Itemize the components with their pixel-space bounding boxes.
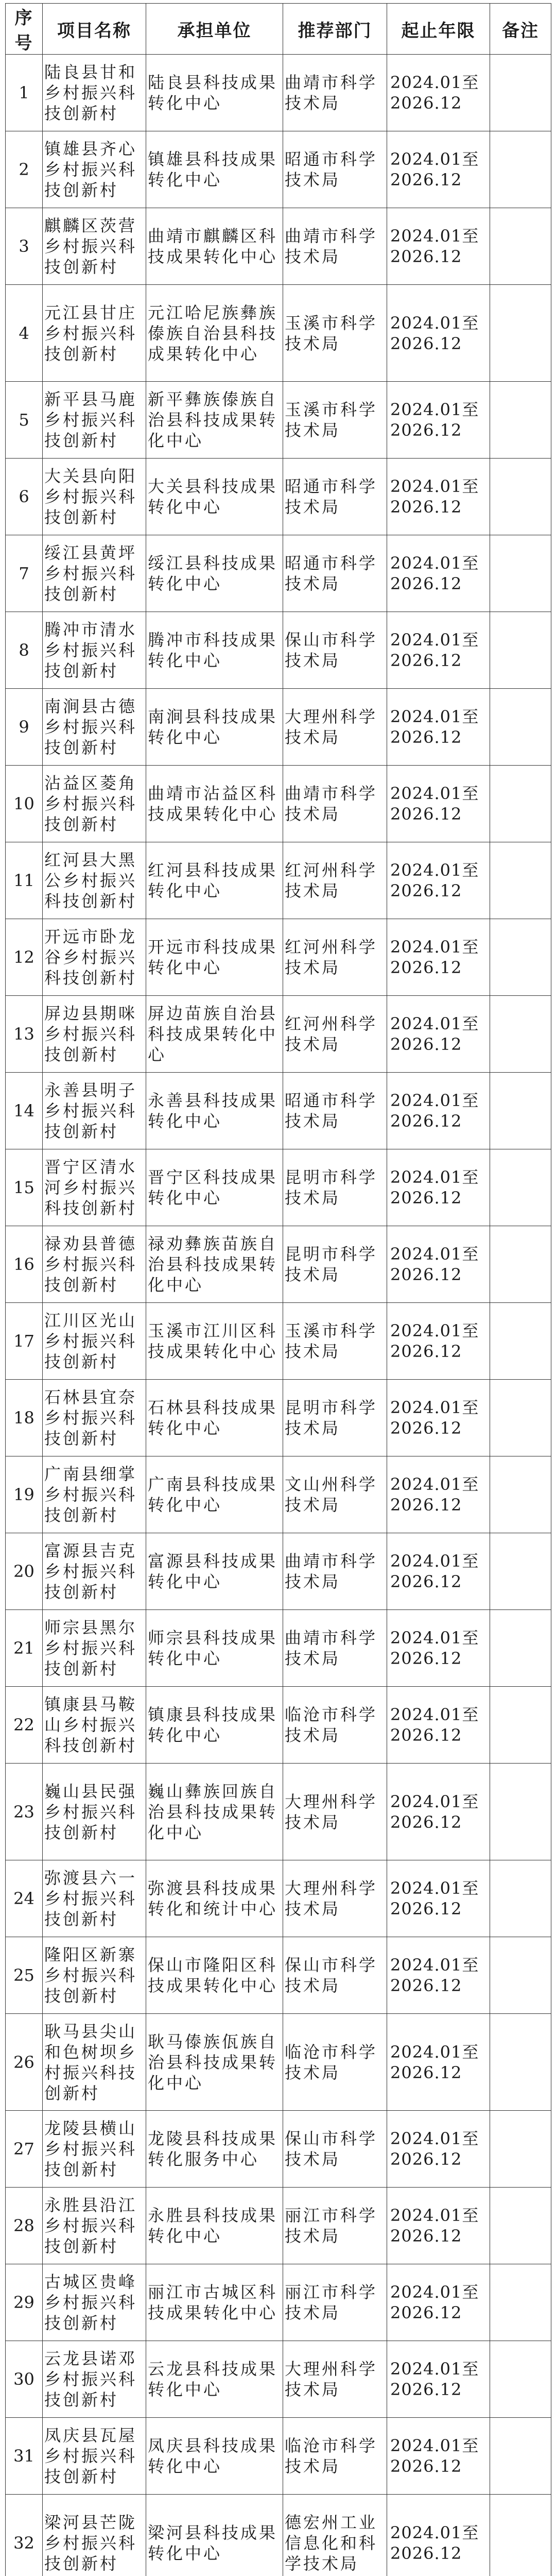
undertaking-unit-cell: 耿马傣族佤族自治县科技成果转化中心 — [146, 2014, 283, 2111]
remarks-cell — [490, 2341, 551, 2418]
index-cell: 31 — [6, 2418, 43, 2495]
period-cell: 2024.01至2026.12 — [387, 2111, 490, 2188]
recommending-dept-cell: 昆明市科学技术局 — [283, 1226, 387, 1303]
index-cell: 29 — [6, 2264, 43, 2341]
period-cell: 2024.01至2026.12 — [387, 1380, 490, 1456]
period-cell: 2024.01至2026.12 — [387, 1073, 490, 1149]
index-cell: 7 — [6, 535, 43, 612]
period-cell: 2024.01至2026.12 — [387, 842, 490, 919]
project-name-cell: 古城区贵峰乡村振兴科技创新村 — [43, 2264, 146, 2341]
index-cell: 19 — [6, 1456, 43, 1533]
project-name-cell: 巍山县民强乡村振兴科技创新村 — [43, 1764, 146, 1860]
undertaking-unit-cell: 丽江市古城区科技成果转化中心 — [146, 2264, 283, 2341]
project-name-cell: 耿马县尖山和色树坝乡村振兴科技创新村 — [43, 2014, 146, 2111]
project-name-cell: 富源县吉克乡村振兴科技创新村 — [43, 1533, 146, 1610]
table-row — [6, 1303, 551, 1380]
undertaking-unit-cell: 永胜县科技成果转化中心 — [146, 2188, 283, 2264]
recommending-dept-cell: 大理州科学技术局 — [283, 2341, 387, 2418]
table-row — [6, 55, 551, 131]
period-cell: 2024.01至2026.12 — [387, 766, 490, 842]
period-cell: 2024.01至2026.12 — [387, 2264, 490, 2341]
period-cell: 2024.01至2026.12 — [387, 1687, 490, 1764]
period-cell: 2024.01至2026.12 — [387, 1226, 490, 1303]
project-name-cell: 师宗县黑尔乡村振兴科技创新村 — [43, 1610, 146, 1687]
index-cell: 16 — [6, 1226, 43, 1303]
period-cell: 2024.01至2026.12 — [387, 382, 490, 459]
table-row — [6, 1073, 551, 1149]
recommending-dept-cell: 曲靖市科学技术局 — [283, 55, 387, 131]
index-cell: 27 — [6, 2111, 43, 2188]
table-row — [6, 2188, 551, 2264]
undertaking-unit-cell: 师宗县科技成果转化中心 — [146, 1610, 283, 1687]
index-cell: 5 — [6, 382, 43, 459]
table-row — [6, 1456, 551, 1533]
table-body — [6, 55, 551, 2576]
table-row — [6, 535, 551, 612]
period-cell: 2024.01至2026.12 — [387, 131, 490, 208]
recommending-dept-cell: 红河州科学技术局 — [283, 842, 387, 919]
remarks-cell — [490, 1533, 551, 1610]
undertaking-unit-cell: 腾冲市科技成果转化中心 — [146, 612, 283, 689]
project-name-cell: 晋宁区清水河乡村振兴科技创新村 — [43, 1149, 146, 1226]
undertaking-unit-cell: 保山市隆阳区科技成果转化中心 — [146, 1937, 283, 2014]
recommending-dept-cell: 保山市科学技术局 — [283, 2111, 387, 2188]
table-row — [6, 459, 551, 535]
undertaking-unit-cell: 陆良县科技成果转化中心 — [146, 55, 283, 131]
period-cell: 2024.01至2026.12 — [387, 1303, 490, 1380]
undertaking-unit-cell: 红河县科技成果转化中心 — [146, 842, 283, 919]
recommending-dept-cell: 红河州科学技术局 — [283, 919, 387, 996]
remarks-cell — [490, 2264, 551, 2341]
recommending-dept-cell: 丽江市科学技术局 — [283, 2188, 387, 2264]
index-cell: 23 — [6, 1764, 43, 1860]
remarks-cell — [490, 612, 551, 689]
recommending-dept-cell: 玉溪市科学技术局 — [283, 1303, 387, 1380]
period-cell: 2024.01至2026.12 — [387, 689, 490, 766]
period-cell: 2024.01至2026.12 — [387, 1149, 490, 1226]
project-name-cell: 新平县马鹿乡村振兴科技创新村 — [43, 382, 146, 459]
table-row — [6, 1860, 551, 1937]
period-cell: 2024.01至2026.12 — [387, 1456, 490, 1533]
table-row — [6, 766, 551, 842]
undertaking-unit-cell: 曲靖市麒麟区科技成果转化中心 — [146, 208, 283, 285]
period-cell: 2024.01至2026.12 — [387, 2495, 490, 2576]
index-cell: 12 — [6, 919, 43, 996]
project-name-cell: 石林县宜奈乡村振兴科技创新村 — [43, 1380, 146, 1456]
undertaking-unit-cell: 弥渡县科技成果转化和统计中心 — [146, 1860, 283, 1937]
period-cell: 2024.01至2026.12 — [387, 2418, 490, 2495]
undertaking-unit-cell: 开远市科技成果转化中心 — [146, 919, 283, 996]
project-name-cell: 大关县向阳乡村振兴科技创新村 — [43, 459, 146, 535]
index-cell: 8 — [6, 612, 43, 689]
index-cell: 20 — [6, 1533, 43, 1610]
recommending-dept-cell: 昭通市科学技术局 — [283, 535, 387, 612]
project-name-cell: 梁河县芒陇乡村振兴科技创新村 — [43, 2495, 146, 2576]
remarks-cell — [490, 919, 551, 996]
remarks-cell — [490, 1226, 551, 1303]
index-cell: 13 — [6, 996, 43, 1073]
project-name-cell: 绥江县黄坪乡村振兴科技创新村 — [43, 535, 146, 612]
undertaking-unit-cell: 巍山彝族回族自治县科技成果转化中心 — [146, 1764, 283, 1860]
table-row — [6, 689, 551, 766]
index-cell: 21 — [6, 1610, 43, 1687]
index-cell: 22 — [6, 1687, 43, 1764]
table-row — [6, 2495, 551, 2576]
project-name-cell: 红河县大黑公乡村振兴科技创新村 — [43, 842, 146, 919]
index-cell: 10 — [6, 766, 43, 842]
recommending-dept-cell: 曲靖市科学技术局 — [283, 208, 387, 285]
period-cell: 2024.01至2026.12 — [387, 1860, 490, 1937]
index-cell: 1 — [6, 55, 43, 131]
undertaking-unit-cell: 梁河县科技成果转化中心 — [146, 2495, 283, 2576]
recommending-dept-cell: 曲靖市科学技术局 — [283, 766, 387, 842]
project-name-cell: 永胜县沿江乡村振兴科技创新村 — [43, 2188, 146, 2264]
period-cell: 2024.01至2026.12 — [387, 1533, 490, 1610]
remarks-cell — [490, 1687, 551, 1764]
remarks-cell — [490, 55, 551, 131]
undertaking-unit-cell: 石林县科技成果转化中心 — [146, 1380, 283, 1456]
remarks-cell — [490, 842, 551, 919]
index-cell: 11 — [6, 842, 43, 919]
table-row — [6, 208, 551, 285]
index-cell: 4 — [6, 285, 43, 382]
project-name-cell: 弥渡县六一乡村振兴科技创新村 — [43, 1860, 146, 1937]
remarks-cell — [490, 1303, 551, 1380]
period-cell: 2024.01至2026.12 — [387, 1937, 490, 2014]
period-cell: 2024.01至2026.12 — [387, 208, 490, 285]
undertaking-unit-cell: 富源县科技成果转化中心 — [146, 1533, 283, 1610]
project-name-cell: 腾冲市清水乡村振兴科技创新村 — [43, 612, 146, 689]
undertaking-unit-cell: 云龙县科技成果转化中心 — [146, 2341, 283, 2418]
project-name-cell: 屏边县期咪乡村振兴科技创新村 — [43, 996, 146, 1073]
period-cell: 2024.01至2026.12 — [387, 1764, 490, 1860]
table-row — [6, 1610, 551, 1687]
index-cell: 32 — [6, 2495, 43, 2576]
period-cell: 2024.01至2026.12 — [387, 2188, 490, 2264]
col-header-undertaking-unit: 承担单位 — [146, 4, 283, 55]
period-cell: 2024.01至2026.12 — [387, 919, 490, 996]
recommending-dept-cell: 玉溪市科学技术局 — [283, 285, 387, 382]
undertaking-unit-cell: 镇康县科技成果转化中心 — [146, 1687, 283, 1764]
project-name-cell: 禄劝县普德乡村振兴科技创新村 — [43, 1226, 146, 1303]
period-cell: 2024.01至2026.12 — [387, 996, 490, 1073]
table-row — [6, 1533, 551, 1610]
recommending-dept-cell: 保山市科学技术局 — [283, 1937, 387, 2014]
undertaking-unit-cell: 大关县科技成果转化中心 — [146, 459, 283, 535]
undertaking-unit-cell: 屏边苗族自治县科技成果转化中心 — [146, 996, 283, 1073]
remarks-cell — [490, 459, 551, 535]
project-name-cell: 开远市卧龙谷乡村振兴科技创新村 — [43, 919, 146, 996]
project-name-cell: 沾益区菱角乡村振兴科技创新村 — [43, 766, 146, 842]
project-name-cell: 广南县细掌乡村振兴科技创新村 — [43, 1456, 146, 1533]
recommending-dept-cell: 曲靖市科学技术局 — [283, 1610, 387, 1687]
index-cell: 3 — [6, 208, 43, 285]
index-cell: 18 — [6, 1380, 43, 1456]
undertaking-unit-cell: 南涧县科技成果转化中心 — [146, 689, 283, 766]
table-row — [6, 1226, 551, 1303]
recommending-dept-cell: 昆明市科学技术局 — [283, 1380, 387, 1456]
project-name-cell: 麒麟区茨营乡村振兴科技创新村 — [43, 208, 146, 285]
table-row — [6, 1149, 551, 1226]
remarks-cell — [490, 1937, 551, 2014]
col-header-index: 序号 — [6, 4, 43, 55]
remarks-cell — [490, 2111, 551, 2188]
undertaking-unit-cell: 绥江县科技成果转化中心 — [146, 535, 283, 612]
project-table — [5, 3, 551, 2576]
recommending-dept-cell: 临沧市科学技术局 — [283, 2014, 387, 2111]
undertaking-unit-cell: 晋宁区科技成果转化中心 — [146, 1149, 283, 1226]
table-row — [6, 612, 551, 689]
remarks-cell — [490, 1610, 551, 1687]
project-name-cell: 永善县明子乡村振兴科技创新村 — [43, 1073, 146, 1149]
col-header-recommending-dept: 推荐部门 — [283, 4, 387, 55]
period-cell: 2024.01至2026.12 — [387, 612, 490, 689]
index-cell: 15 — [6, 1149, 43, 1226]
undertaking-unit-cell: 禄劝彝族苗族自治县科技成果转化中心 — [146, 1226, 283, 1303]
col-header-remarks: 备注 — [490, 4, 551, 55]
recommending-dept-cell: 德宏州工业信息化和科学技术局 — [283, 2495, 387, 2576]
remarks-cell — [490, 285, 551, 382]
index-cell: 14 — [6, 1073, 43, 1149]
recommending-dept-cell: 保山市科学技术局 — [283, 612, 387, 689]
recommending-dept-cell: 昭通市科学技术局 — [283, 1073, 387, 1149]
recommending-dept-cell: 临沧市科学技术局 — [283, 2418, 387, 2495]
table-row — [6, 1687, 551, 1764]
remarks-cell — [490, 535, 551, 612]
index-cell: 2 — [6, 131, 43, 208]
index-cell: 28 — [6, 2188, 43, 2264]
recommending-dept-cell: 曲靖市科学技术局 — [283, 1533, 387, 1610]
undertaking-unit-cell: 永善县科技成果转化中心 — [146, 1073, 283, 1149]
table-row — [6, 131, 551, 208]
table-row — [6, 285, 551, 382]
undertaking-unit-cell: 曲靖市沾益区科技成果转化中心 — [146, 766, 283, 842]
undertaking-unit-cell: 广南县科技成果转化中心 — [146, 1456, 283, 1533]
period-cell: 2024.01至2026.12 — [387, 55, 490, 131]
remarks-cell — [490, 1456, 551, 1533]
project-name-cell: 镇康县马鞍山乡村振兴科技创新村 — [43, 1687, 146, 1764]
recommending-dept-cell: 大理州科学技术局 — [283, 689, 387, 766]
remarks-cell — [490, 996, 551, 1073]
remarks-cell — [490, 2188, 551, 2264]
remarks-cell — [490, 689, 551, 766]
table-row — [6, 382, 551, 459]
index-cell: 24 — [6, 1860, 43, 1937]
col-header-period: 起止年限 — [387, 4, 490, 55]
table-row — [6, 919, 551, 996]
table-row — [6, 996, 551, 1073]
project-name-cell: 江川区光山乡村振兴科技创新村 — [43, 1303, 146, 1380]
undertaking-unit-cell: 玉溪市江川区科技成果转化中心 — [146, 1303, 283, 1380]
remarks-cell — [490, 2495, 551, 2576]
period-cell: 2024.01至2026.12 — [387, 535, 490, 612]
project-name-cell: 龙陵县横山乡村振兴科技创新村 — [43, 2111, 146, 2188]
project-name-cell: 陆良县甘和乡村振兴科技创新村 — [43, 55, 146, 131]
table-row — [6, 1380, 551, 1456]
undertaking-unit-cell: 元江哈尼族彝族傣族自治县科技成果转化中心 — [146, 285, 283, 382]
index-cell: 6 — [6, 459, 43, 535]
remarks-cell — [490, 2418, 551, 2495]
remarks-cell — [490, 1380, 551, 1456]
project-name-cell: 隆阳区新寨乡村振兴科技创新村 — [43, 1937, 146, 2014]
col-header-project-name: 项目名称 — [43, 4, 146, 55]
period-cell: 2024.01至2026.12 — [387, 285, 490, 382]
recommending-dept-cell: 丽江市科学技术局 — [283, 2264, 387, 2341]
project-name-cell: 镇雄县齐心乡村振兴科技创新村 — [43, 131, 146, 208]
remarks-cell — [490, 766, 551, 842]
index-cell: 30 — [6, 2341, 43, 2418]
table-row — [6, 842, 551, 919]
project-name-cell: 元江县甘庄乡村振兴科技创新村 — [43, 285, 146, 382]
period-cell: 2024.01至2026.12 — [387, 1610, 490, 1687]
table-row — [6, 1764, 551, 1860]
table-row — [6, 1937, 551, 2014]
recommending-dept-cell: 昭通市科学技术局 — [283, 131, 387, 208]
project-name-cell: 云龙县诺邓乡村振兴科技创新村 — [43, 2341, 146, 2418]
undertaking-unit-cell: 新平彝族傣族自治县科技成果转化中心 — [146, 382, 283, 459]
project-name-cell: 凤庆县瓦屋乡村振兴科技创新村 — [43, 2418, 146, 2495]
recommending-dept-cell: 红河州科学技术局 — [283, 996, 387, 1073]
project-name-cell: 南涧县古德乡村振兴科技创新村 — [43, 689, 146, 766]
index-cell: 26 — [6, 2014, 43, 2111]
recommending-dept-cell: 临沧市科学技术局 — [283, 1687, 387, 1764]
index-cell: 25 — [6, 1937, 43, 2014]
recommending-dept-cell: 玉溪市科学技术局 — [283, 382, 387, 459]
remarks-cell — [490, 131, 551, 208]
table-row — [6, 2341, 551, 2418]
remarks-cell — [490, 1860, 551, 1937]
undertaking-unit-cell: 龙陵县科技成果转化服务中心 — [146, 2111, 283, 2188]
remarks-cell — [490, 1073, 551, 1149]
period-cell: 2024.01至2026.12 — [387, 459, 490, 535]
remarks-cell — [490, 2014, 551, 2111]
index-cell: 9 — [6, 689, 43, 766]
table-row — [6, 2264, 551, 2341]
remarks-cell — [490, 382, 551, 459]
index-cell: 17 — [6, 1303, 43, 1380]
recommending-dept-cell: 昆明市科学技术局 — [283, 1149, 387, 1226]
table-row — [6, 2111, 551, 2188]
table-row — [6, 2014, 551, 2111]
recommending-dept-cell: 大理州科学技术局 — [283, 1860, 387, 1937]
remarks-cell — [490, 208, 551, 285]
period-cell: 2024.01至2026.12 — [387, 2014, 490, 2111]
period-cell: 2024.01至2026.12 — [387, 2341, 490, 2418]
recommending-dept-cell: 大理州科学技术局 — [283, 1764, 387, 1860]
undertaking-unit-cell: 凤庆县科技成果转化中心 — [146, 2418, 283, 2495]
table-row — [6, 2418, 551, 2495]
recommending-dept-cell: 昭通市科学技术局 — [283, 459, 387, 535]
remarks-cell — [490, 1764, 551, 1860]
header-row — [6, 4, 551, 55]
recommending-dept-cell: 文山州科学技术局 — [283, 1456, 387, 1533]
undertaking-unit-cell: 镇雄县科技成果转化中心 — [146, 131, 283, 208]
remarks-cell — [490, 1149, 551, 1226]
